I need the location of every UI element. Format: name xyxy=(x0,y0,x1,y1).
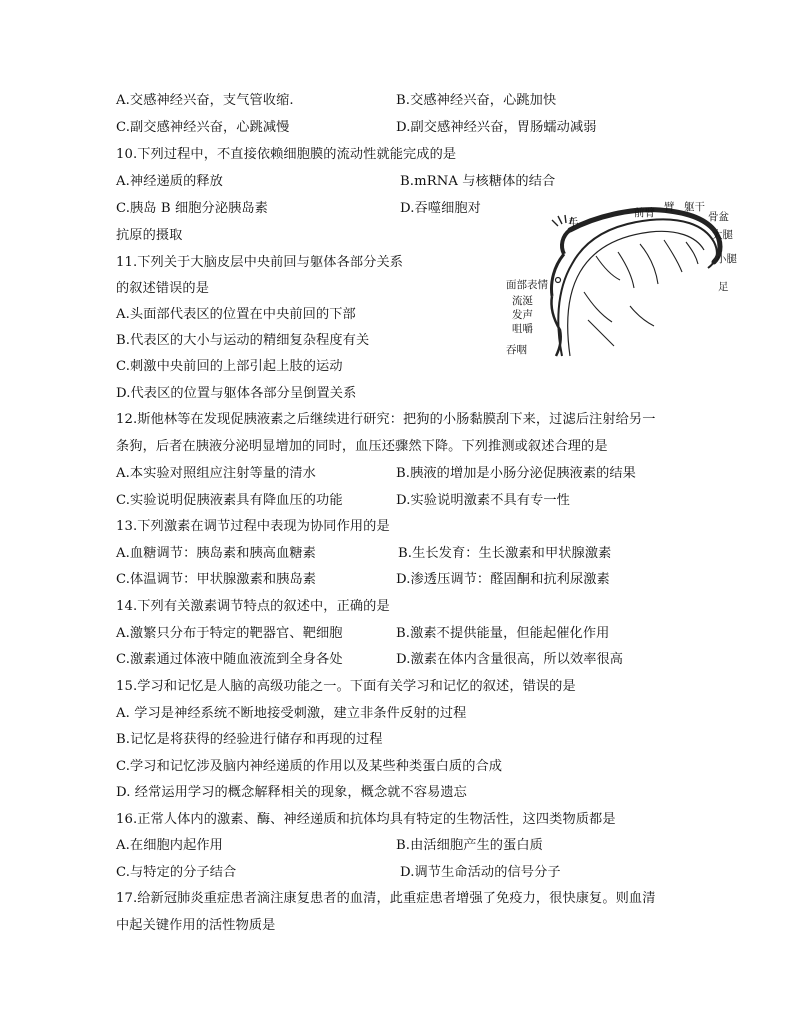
q14-option-a: A.激繁只分布于特定的靶器官、靶细胞 xyxy=(116,626,343,641)
q11-stem-cont: 的叙述错误的是 xyxy=(116,281,210,296)
q13-option-b: B.生长发育：生长激素和甲状腺激素 xyxy=(398,546,612,561)
q10-option-a: A.神经递质的释放 xyxy=(116,174,223,189)
q12-stem-cont: 条狗，后者在胰液分泌明显增加的同时，血压还骤然下降。下列推测或叙述合理的是 xyxy=(116,439,608,454)
cortex-folds xyxy=(596,240,698,288)
motor-cortex-figure xyxy=(500,196,748,366)
q10-option-d: D.吞噬细胞对 xyxy=(400,201,481,216)
q11-option-d: D.代表区的位置与躯体各部分呈倒置关系 xyxy=(116,386,357,401)
q11-option-a: A.头面部代表区的位置在中央前回的下部 xyxy=(116,307,356,322)
q13-option-c: C.体温调节：甲状腺激素和胰岛素 xyxy=(116,572,317,587)
label-hand: 手 xyxy=(568,217,579,229)
label-pelvis: 骨盆 xyxy=(708,211,729,223)
homunculus-hand xyxy=(562,230,570,254)
q17-stem-cont: 中起关键作用的活性物质是 xyxy=(116,918,276,933)
q15-option-d: D. 经常运用学习的概念解释相关的现象，概念就不容易遗忘 xyxy=(116,785,467,800)
q16-option-a: A.在细胞内起作用 xyxy=(116,838,223,853)
q12-option-c: C.实验说明促胰液素具有降血压的功能 xyxy=(116,493,343,508)
q9-option-c: C.副交感神经兴奋，心跳减慢 xyxy=(116,120,290,135)
q14-option-c: C.激素通过体液中随血液流到全身各处 xyxy=(116,652,343,667)
cortex-lower-folds xyxy=(584,292,654,346)
q15-option-a: A. 学习是神经系统不断地接受刺激，建立非条件反射的过程 xyxy=(116,706,467,721)
q12-option-b: B.胰液的增加是小肠分泌促胰液素的结果 xyxy=(396,466,636,481)
q15-option-c: C.学习和记忆涉及脑内神经递质的作用以及某些种类蛋白质的合成 xyxy=(116,759,503,774)
q13-option-d: D.渗透压调节：醛固酮和抗利尿激素 xyxy=(396,572,610,587)
label-forearm: 前臂 xyxy=(634,207,655,219)
q16-option-b: B.由活细胞产生的蛋白质 xyxy=(396,838,543,853)
q10-stem: 10.下列过程中，不直接依赖细胞膜的流动性就能完成的是 xyxy=(116,147,457,162)
q13-option-a: A.血糖调节：胰岛素和胰高血糖素 xyxy=(116,546,316,561)
q15-stem: 15.学习和记忆是人脑的高级功能之一。下面有关学习和记忆的叙述，错误的是 xyxy=(116,679,576,694)
label-trunk: 躯干 xyxy=(684,201,705,213)
q14-option-d: D.激素在体内含量很高，所以效率很高 xyxy=(396,652,624,667)
q15-option-b: B.记忆是将获得的经验进行储存和再现的过程 xyxy=(116,732,383,747)
q10-option-d-cont: 抗原的摄取 xyxy=(116,228,183,243)
q11-option-b: B.代表区的大小与运动的精细复杂程度有关 xyxy=(116,333,370,348)
q16-stem: 16.正常人体内的激素、酶、神经递质和抗体均具有特定的生物活性，这四类物质都是 xyxy=(116,812,616,827)
label-calf: 小腿 xyxy=(716,253,737,265)
label-foot: 足 xyxy=(718,281,729,293)
q16-option-d: D.调节生命活动的信号分子 xyxy=(400,865,561,880)
q13-stem: 13.下列激素在调节过程中表现为协同作用的是 xyxy=(116,519,390,534)
q17-stem: 17.给新冠肺炎重症患者滴注康复患者的血清，此重症患者增强了免疫力，很快康复。则血清 xyxy=(116,891,656,906)
q11-stem: 11.下列关于大脑皮层中央前回与躯体各部分关系 xyxy=(116,255,404,270)
label-swallow: 吞咽 xyxy=(506,344,527,356)
q14-option-b: B.激素不提供能量，但能起催化作用 xyxy=(396,626,610,641)
q12-option-a: A.本实验对照组应注射等量的清水 xyxy=(116,466,316,481)
label-thigh: 大腿 xyxy=(712,229,733,241)
q10-option-c: C.胰岛 B 细胞分泌胰岛素 xyxy=(116,201,268,216)
q14-stem: 14.下列有关激素调节特点的叙述中，正确的是 xyxy=(116,599,390,614)
eye-icon xyxy=(556,278,561,283)
q12-stem: 12.斯他林等在发现促胰液素之后继续进行研究：把狗的小肠黏膜刮下来，过滤后注射给另一 xyxy=(116,412,656,427)
label-face: 面部表情 xyxy=(506,279,548,291)
cortex-outline xyxy=(558,219,717,356)
q9-option-a: A.交感神经兴奋，支气管收缩. xyxy=(116,93,294,108)
label-chew: 咀嚼 xyxy=(512,323,533,335)
q10-option-b: B.mRNA 与核糖体的结合 xyxy=(400,174,556,189)
q11-option-c: C.刺激中央前回的上部引起上肢的运动 xyxy=(116,359,343,374)
label-arm: 臂 xyxy=(664,201,675,213)
q9-option-d: D.副交感神经兴奋，胃肠蠕动减弱 xyxy=(396,120,597,135)
q9-option-b: B.交感神经兴奋，心跳加快 xyxy=(396,93,557,108)
label-voice: 发声 xyxy=(512,309,533,321)
q12-option-d: D.实验说明激素不具有专一性 xyxy=(396,493,570,508)
q16-option-c: C.与特定的分子结合 xyxy=(116,865,237,880)
label-drool: 流涎 xyxy=(512,295,533,307)
cortex-inner-line xyxy=(568,231,704,356)
